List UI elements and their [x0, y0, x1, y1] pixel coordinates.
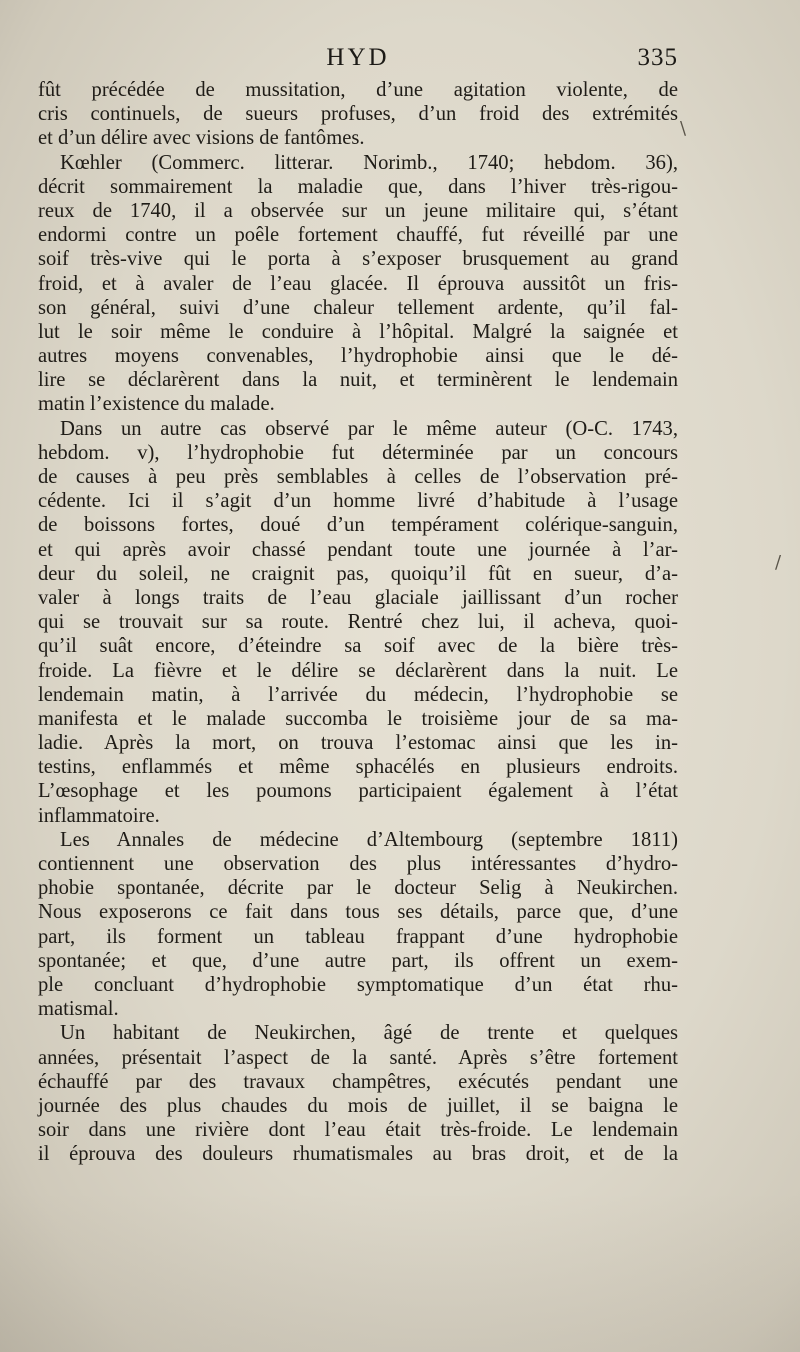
text-line: part, ils forment un tableau frappant d’une hydrophobie [38, 925, 678, 948]
page-number: 335 [637, 44, 678, 71]
page-header [38, 44, 678, 76]
text-line: L’œsophage et les poumons participaient également à l’état [38, 780, 678, 803]
text-line: matismal. [38, 998, 119, 1021]
text-line: soir dans une rivière dont l’eau était très-froide. Le lendemain [38, 1119, 678, 1142]
text-line: ladie. Après la mort, on trouva l’estomac ainsi que les in- [38, 732, 678, 755]
text-line: spontanée; et que, d’une autre part, ils offrent un exem- [38, 949, 678, 972]
text-line: et d’un délire avec visions de fantômes. [38, 127, 365, 150]
text-line: endormi contre un poêle fortement chauffé, fut réveillé par une [38, 224, 678, 247]
running-head: HYD [326, 44, 390, 71]
text-line: échauffé par des travaux champêtres, exécutés pendant une [38, 1070, 678, 1093]
text-line: autres moyens convenables, l’hydrophobie ainsi que le dé- [38, 345, 678, 368]
text-line: contiennent une observation des plus intéressantes d’hydro- [38, 853, 678, 875]
text-line: testins, enflammés et même sphacélés en plusieurs endroits. [38, 756, 678, 779]
text-line: années, présentait l’aspect de la santé. Après s’être fortement [38, 1046, 678, 1069]
text-line: manifesta et le malade succomba le troisième jour de sa ma- [38, 707, 678, 730]
text-line: de boissons fortes, doué d’un tempérament colérique-sanguin, [38, 514, 678, 537]
text-line: cris continuels, de sueurs profuses, d’un froid des extrémités [38, 103, 678, 126]
text-line: Nous exposerons ce fait dans tous ses détails, parce que, d’une [38, 901, 678, 924]
text-line: Un habitant de Neukirchen, âgé de trente et quelques [60, 1022, 678, 1045]
text-line: il éprouva des douleurs rhumatismales au bras droit, et de la [38, 1143, 678, 1166]
text-line: et qui après avoir chassé pendant toute une journée à l’ar- [38, 538, 678, 561]
text-line: lire se déclarèrent dans la nuit, et terminèrent le lendemain [38, 369, 678, 392]
text-line: reux de 1740, il a observée sur un jeune militaire qui, s’étant [38, 199, 678, 222]
text-line: deur du soleil, ne craignit pas, quoiqu’il fût en sueur, d’a- [38, 562, 678, 585]
text-line: journée des plus chaudes du mois de juillet, il se baigna le [38, 1094, 678, 1117]
margin-mark: \ [680, 118, 687, 139]
text-line: Les Annales de médecine d’Altembourg (septembre 1811) [60, 828, 678, 851]
body-text [38, 78, 678, 1166]
text-line: inflammatoire. [38, 804, 160, 827]
text-line: qui se trouvait sur sa route. Rentré chez lui, il acheva, quoi- [38, 611, 678, 634]
text-line: ple concluant d’hydrophobie symptomatique d’un état rhu- [38, 973, 678, 996]
text-line: fût précédée de mussitation, d’une agitation violente, de [38, 79, 678, 101]
text-line: qu’il suât encore, d’éteindre sa soif avec de la bière très- [38, 635, 678, 658]
text-line: valer à longs traits de l’eau glaciale jaillissant d’un rocher [38, 586, 678, 609]
text-line: soif très-vive qui le porta à s’exposer brusquement au grand [38, 248, 678, 271]
text-line: son général, suivi d’une chaleur tellement ardente, qu’il fal- [38, 296, 678, 319]
text-line: froide. La fièvre et le délire se déclarèrent dans la nuit. Le [38, 659, 678, 682]
text-line: phobie spontanée, décrite par le docteur Selig à Neukirchen. [38, 877, 678, 900]
text-line: Dans un autre cas observé par le même auteur (O-C. 1743, [60, 417, 678, 440]
margin-mark: / [775, 552, 782, 573]
text-line: matin l’existence du malade. [38, 393, 275, 416]
text-line: Kœhler (Commerc. litterar. Norimb., 1740; hebdom. 36), [60, 151, 678, 174]
text-line: cédente. Ici il s’agit d’un homme livré d’habitude à l’usage [38, 490, 678, 513]
page-shading [0, 1192, 800, 1352]
text-line: décrit sommairement la maladie que, dans l’hiver très-rigou- [38, 175, 678, 198]
text-line: hebdom. v), l’hydrophobie fut déterminée par un concours [38, 441, 678, 464]
text-line: lut le soir même le conduire à l’hôpital. Malgré la saignée et [38, 320, 678, 343]
text-line: lendemain matin, à l’arrivée du médecin, l’hydrophobie se [38, 683, 678, 706]
text-line: de causes à peu près semblables à celles de l’observation pré- [38, 466, 678, 488]
text-line: froid, et à avaler de l’eau glacée. Il éprouva aussitôt un fris- [38, 272, 678, 295]
